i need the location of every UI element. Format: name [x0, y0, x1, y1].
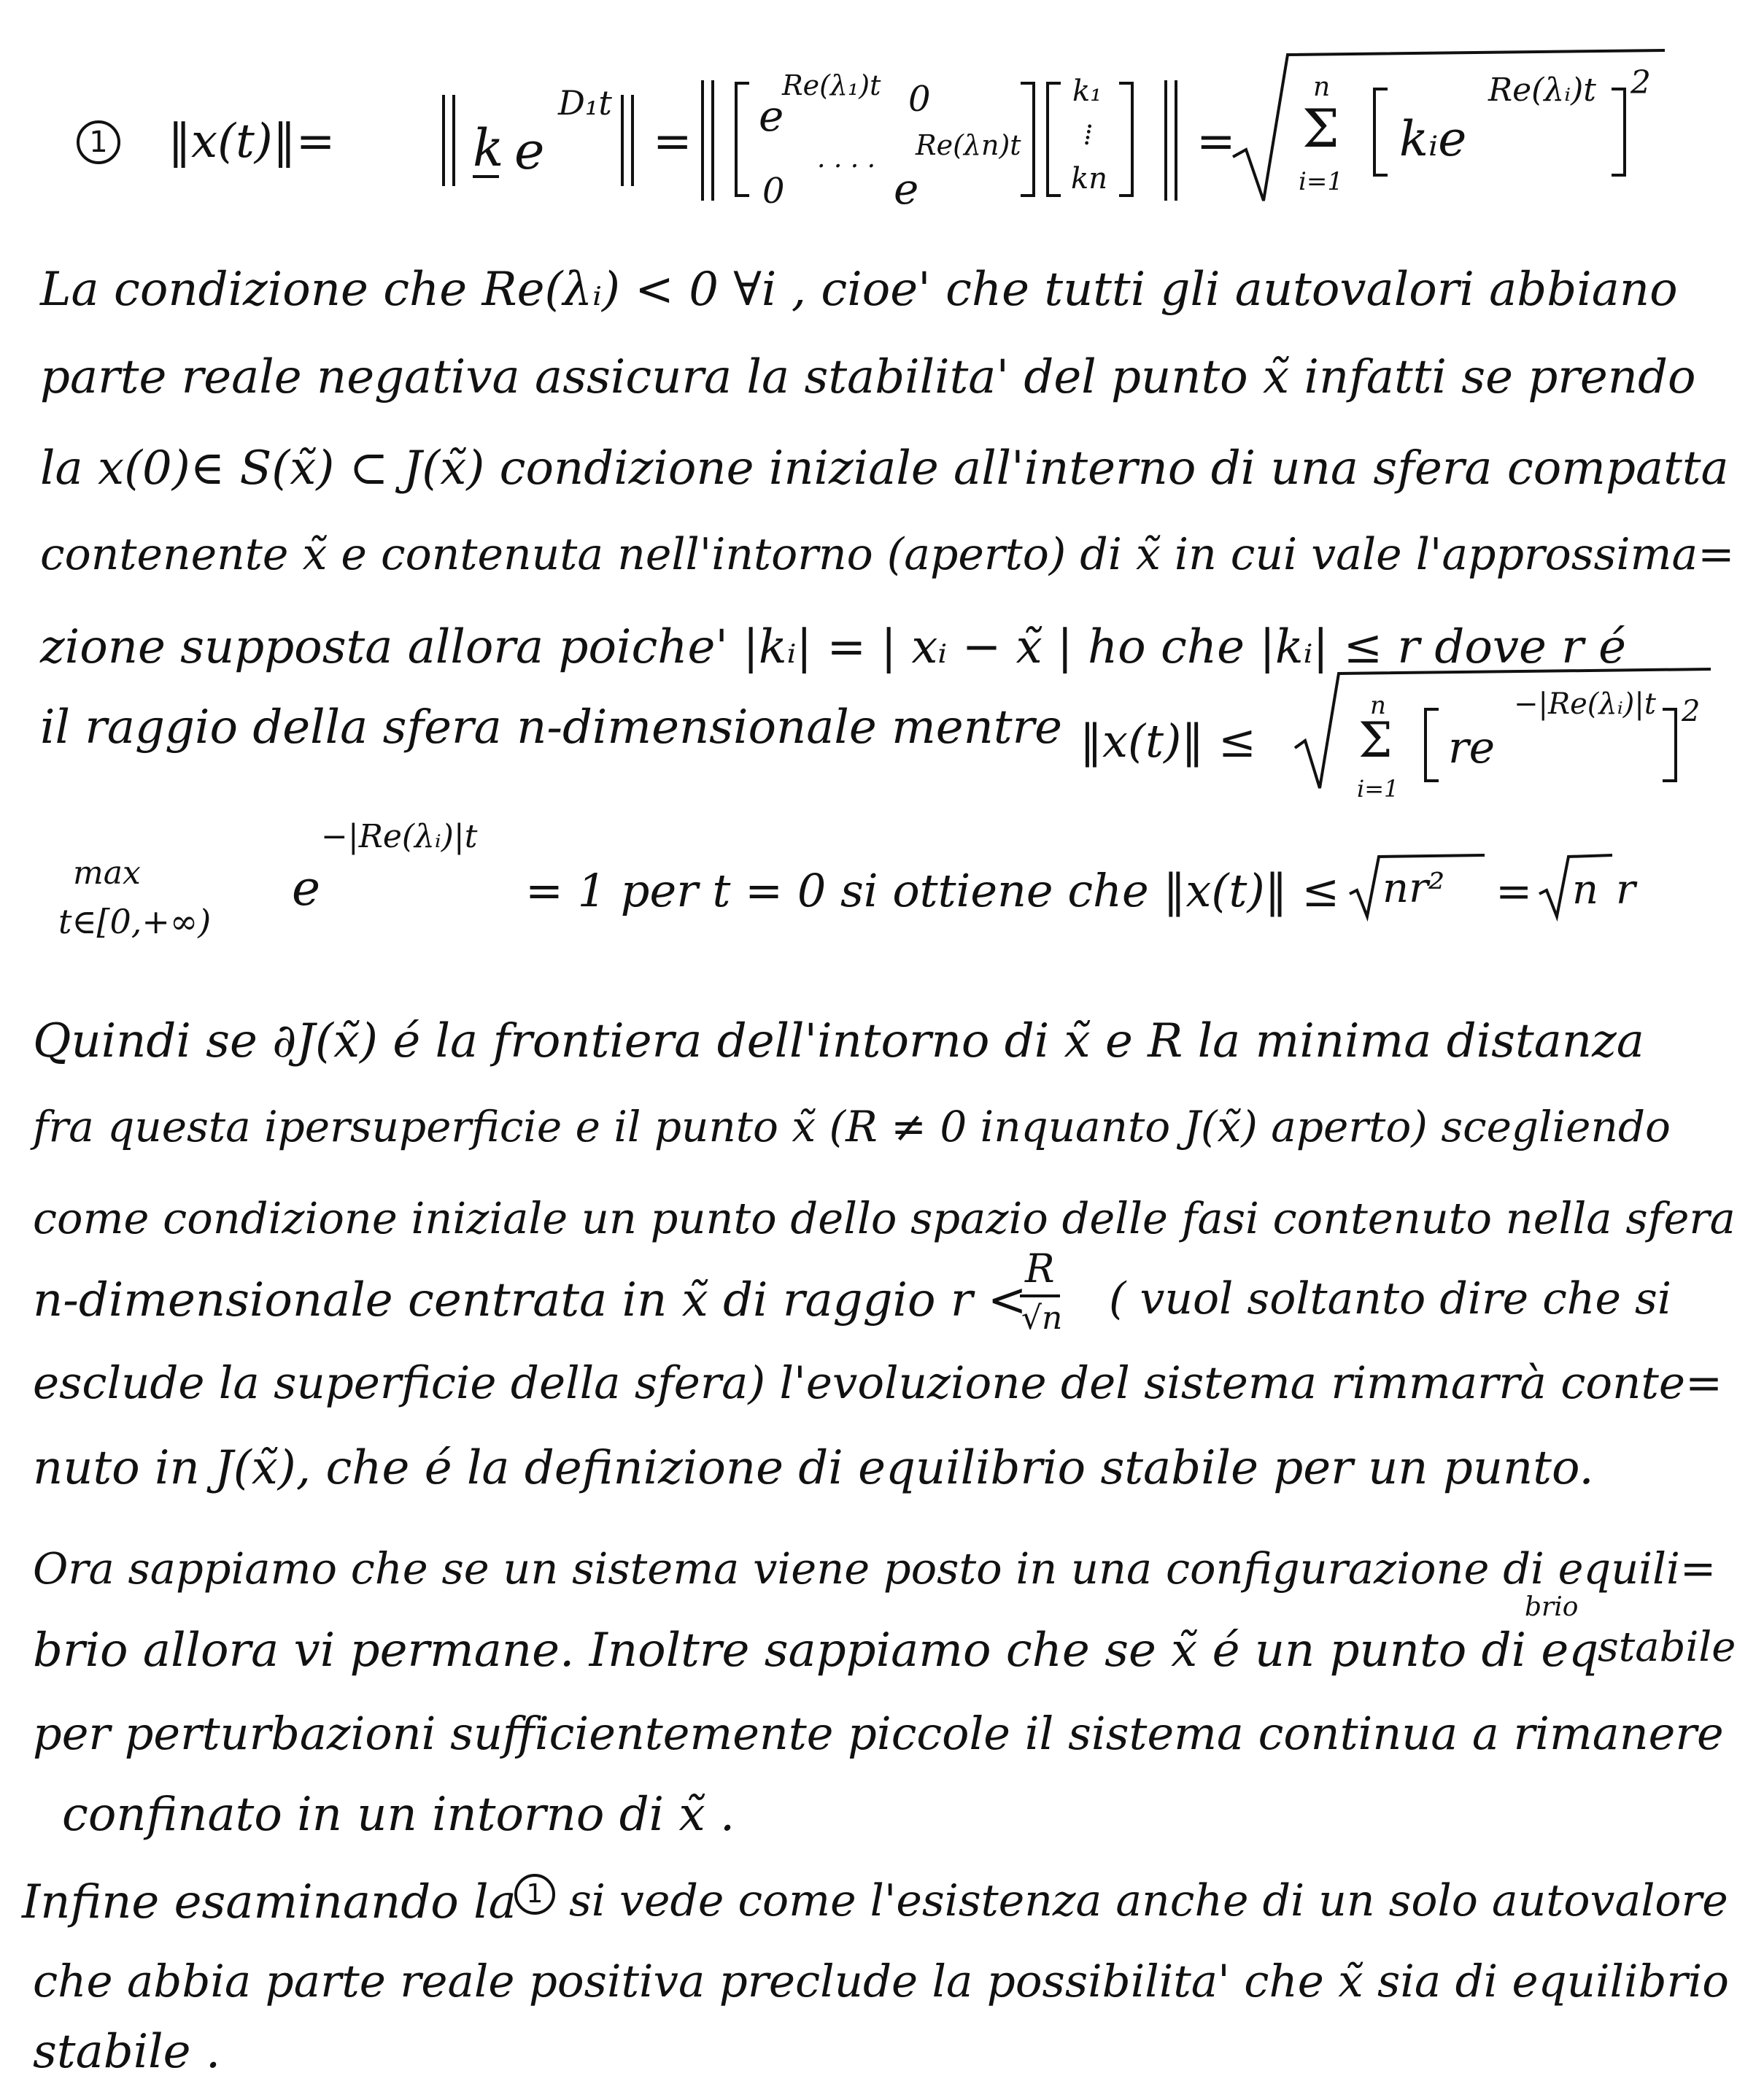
max-label: max	[73, 854, 141, 892]
p1-line-2: parte reale negativa assicura la stabilita' del punto x̃ infatti se prendo	[40, 350, 1696, 404]
sum2-lower: i=1	[1357, 775, 1399, 803]
sum1-upper: n	[1313, 72, 1331, 102]
p1-line-3: la x(0)∈ S(x̃) ⊂ J(x̃) condizione iniziale all'interno di una sfera compatta	[40, 441, 1729, 495]
max-eq: =	[1496, 866, 1533, 917]
p3-line-3: per perturbazioni sufficientemente piccole il sistema continua a rimanere	[33, 1707, 1724, 1760]
p2-line-6: nuto in J(x̃), che é la definizione di equilibrio stabile per un punto.	[33, 1441, 1594, 1495]
frac-denominator: √n	[1021, 1300, 1063, 1337]
matrix-enn: e	[894, 164, 919, 214]
p4-line-3: stabile .	[33, 2025, 221, 2079]
p4-line-1a: Infine esaminando la	[22, 1875, 517, 1929]
matrix-expnn: Re(λn)t	[916, 129, 1021, 161]
frac-numerator-R: R	[1025, 1246, 1055, 1292]
p4-line-1b: si vede come l'esistenza anche di un solo autovalore	[569, 1875, 1728, 1926]
vector-bracket-left	[1045, 82, 1067, 198]
vector-dots: ⁞	[1083, 118, 1094, 152]
norm-bars-right	[616, 95, 646, 190]
exp-e: e	[514, 121, 545, 181]
matrix-bracket-left	[733, 82, 755, 198]
norm-x-t: ‖x(t)‖=	[168, 115, 336, 169]
sum1-power: 2	[1630, 64, 1651, 101]
p2-line-3: come condizione iniziale un punto dello spazio delle fasi contenuto nella sfera	[33, 1193, 1736, 1243]
p1-line-4: contenente x̃ e contenuta nell'intorno (aperto) di x̃ in cui vale l'approssima=	[40, 529, 1735, 580]
max-rest: = 1 per t = 0 si ottiene che ‖x(t)‖ ≤	[525, 864, 1340, 917]
p1-line-5: zione supposta allora poiche' |kᵢ| = | xᵢ − x̃ | ho che |kᵢ| ≤ r dove r é	[40, 620, 1627, 674]
p4-marker-1: 1	[514, 1874, 555, 1915]
sum1-bracket-left	[1372, 88, 1393, 182]
sum2-body-exp: −|Re(λᵢ)|t	[1514, 687, 1656, 721]
sqrt-nr2: nr²	[1382, 865, 1445, 912]
p2-line-2: fra questa ipersuperficie e il punto x̃ (R ≠ 0 inquanto J(x̃) aperto) scegliendo	[33, 1102, 1671, 1151]
vector-bracket-right	[1116, 82, 1138, 198]
sum2-body: re	[1448, 722, 1496, 773]
max-subscript: t∈[0,+∞)	[58, 902, 212, 941]
sum1-lower: i=1	[1299, 167, 1343, 196]
norm-bars-left-2	[697, 80, 726, 204]
norm-bars-right-2	[1160, 80, 1189, 204]
matrix-e11: e	[759, 91, 784, 141]
sum2-upper: n	[1370, 691, 1386, 720]
equals-sign-2: =	[1196, 115, 1236, 169]
vector-k: k	[473, 118, 504, 178]
max-e: e	[292, 860, 321, 916]
p1-line-6: il raggio della sfera n-dimensionale mentre	[40, 701, 1063, 755]
p3-line-4: confinato in un intorno di x̃ .	[62, 1788, 735, 1842]
matrix-bracket-right	[1018, 82, 1040, 198]
exp-d1t: D₁t	[558, 83, 612, 123]
matrix-zero-top: 0	[908, 79, 931, 120]
max-e-exp: −|Re(λᵢ)|t	[321, 818, 478, 855]
p3-line-2-tail: stabile	[1598, 1624, 1736, 1671]
sum1-body: kᵢe	[1399, 111, 1467, 167]
sum2-power: 2	[1682, 695, 1701, 728]
underline-k	[473, 174, 502, 181]
sum1-bracket-right	[1609, 88, 1630, 182]
p3-line-2: brio allora vi permane. Inoltre sappiamo che se x̃ é un punto di eq	[33, 1624, 1599, 1678]
p3-line-1: Ora sappiamo che se un sistema viene posto in una configurazione di equili=	[33, 1543, 1717, 1594]
sum2-bracket-left	[1423, 708, 1444, 788]
p2-line-4-tail: ( vuol soltanto dire che si	[1109, 1273, 1672, 1324]
vector-kn: kn	[1071, 162, 1107, 196]
matrix-exp11: Re(λ₁)t	[782, 69, 881, 101]
equals-sign: =	[653, 115, 692, 169]
vector-k1: k₁	[1072, 74, 1102, 108]
ineq-lhs: ‖x(t)‖ ≤	[1080, 714, 1256, 768]
sqrt-tail-r: r	[1616, 866, 1636, 914]
norm-bars-left	[438, 95, 467, 190]
p2-line-5: esclude la superficie della sfera) l'evoluzione del sistema rimmarrà conte=	[33, 1357, 1723, 1409]
p4-line-2: che abbia parte reale positiva preclude la possibilita' che x̃ sia di equilibrio	[33, 1956, 1729, 2007]
p2-line-1: Quindi se ∂J(x̃) é la frontiera dell'intorno di x̃ e R la minima distanza	[33, 1014, 1644, 1068]
p2-line-4: n-dimensionale centrata in x̃ di raggio r <	[33, 1273, 1027, 1327]
sum1-symbol: Σ	[1302, 98, 1339, 159]
sum1-body-exp: Re(λᵢ)t	[1488, 72, 1596, 109]
p3-abbrev-sup: brio	[1525, 1592, 1579, 1622]
sum2-symbol: Σ	[1358, 712, 1393, 768]
sum2-bracket-right	[1660, 708, 1682, 788]
matrix-dots: . . . .	[817, 144, 876, 174]
matrix-zero-bottom: 0	[762, 171, 785, 212]
p1-line-1: La condizione che Re(λᵢ) < 0 ∀i , cioe' che tutti gli autovalori abbiano	[40, 263, 1678, 317]
sqrt-n: n	[1572, 866, 1599, 914]
equation-marker-1: 1	[77, 120, 120, 164]
